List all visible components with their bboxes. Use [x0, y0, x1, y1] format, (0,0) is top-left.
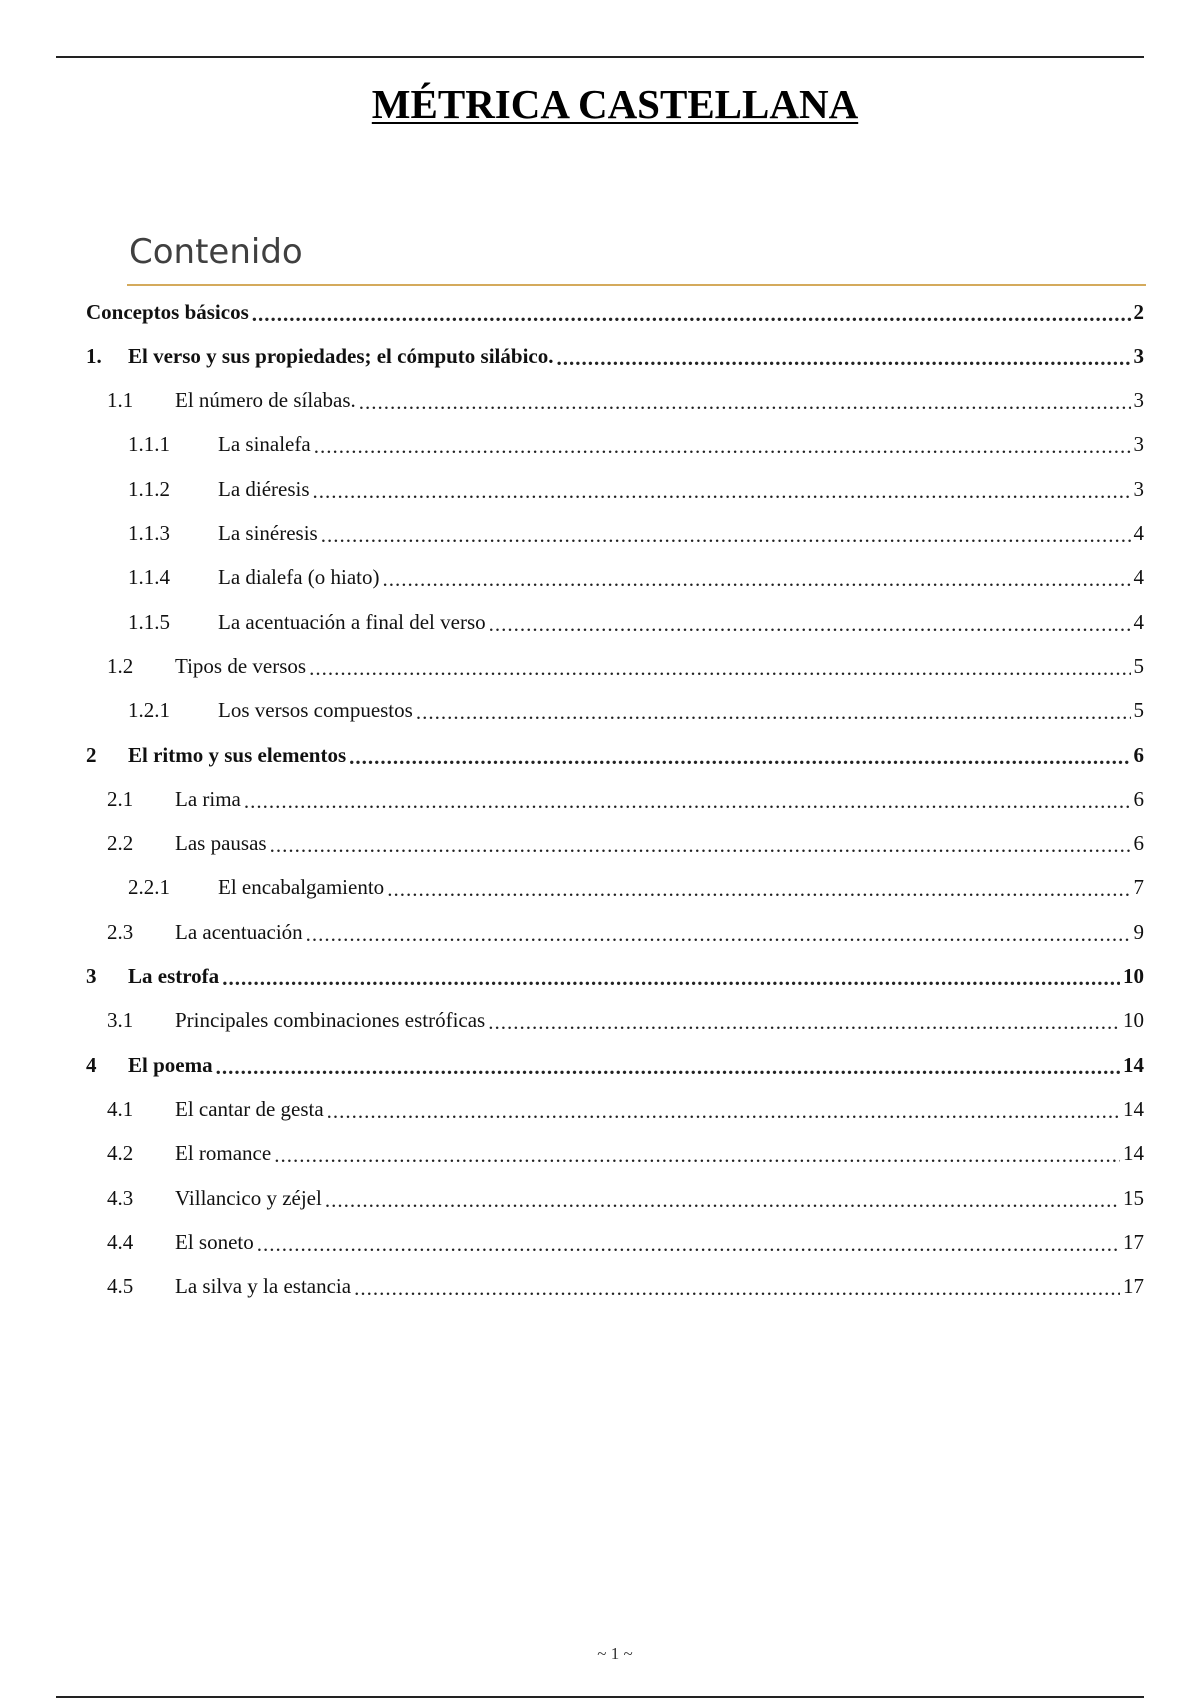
toc-entry-number: 1. [86, 343, 102, 368]
toc-entry-title: La dialefa (o hiato) [218, 565, 380, 590]
toc-heading: Contenido [129, 232, 303, 272]
toc-dot-leader [354, 1276, 1120, 1301]
toc-entry-number: 1.1.2 [128, 476, 170, 501]
toc-entry[interactable] [86, 733, 1144, 777]
toc-entry-title: El ritmo y sus elementos [128, 742, 347, 767]
toc-entry-number: 3 [86, 964, 97, 988]
toc-dot-leader [489, 612, 1131, 637]
toc-entry-page: 10 [1123, 964, 1144, 988]
page-footer: ~ 1 ~ [597, 1644, 633, 1663]
toc-entry[interactable] [86, 955, 1144, 999]
toc-entry-title: La silva y la estancia [175, 1274, 352, 1299]
toc-entry[interactable] [86, 600, 1144, 644]
toc-dot-leader [216, 1055, 1120, 1080]
toc-entry[interactable] [86, 1220, 1144, 1264]
toc-entry-title: La rima [175, 786, 241, 811]
toc-entry-number: 1.1.5 [128, 609, 170, 634]
toc-entry-title: La acentuación [175, 919, 303, 944]
toc-entry[interactable] [86, 556, 1144, 600]
toc-entry[interactable] [86, 1043, 1144, 1087]
toc-entry-page: 3 [1133, 343, 1144, 368]
toc-entry-page: 17 [1123, 1274, 1144, 1299]
toc-entry-number: 2.3 [107, 919, 134, 944]
toc-entry-page: 10 [1123, 1008, 1144, 1033]
toc-entry-number: 1.2.1 [128, 698, 170, 723]
toc-dot-leader [387, 877, 1130, 902]
toc-dot-leader [222, 966, 1120, 991]
toc-dot-leader [244, 789, 1131, 814]
toc-entry-number: 4.2 [107, 1141, 134, 1166]
toc-dot-leader [309, 656, 1130, 681]
toc-entry-number: 4.5 [107, 1274, 134, 1299]
toc-entry[interactable] [86, 1132, 1144, 1176]
toc-dot-leader [313, 479, 1131, 504]
toc-entry-title: Tipos de versos [175, 653, 307, 678]
toc-entry-number: 1.1.3 [128, 521, 170, 545]
toc-entry[interactable] [86, 999, 1144, 1043]
toc-entry-title: Principales combinaciones estróficas [175, 1008, 486, 1033]
toc-entry-title: La diéresis [218, 476, 310, 501]
toc-entry-number: 4.3 [107, 1185, 134, 1210]
toc-entry-number: 4.4 [107, 1229, 134, 1254]
toc-entry-title: El poema [128, 1052, 213, 1077]
toc-entry-number: 2.1 [107, 786, 134, 811]
toc-entry-page: 4 [1133, 565, 1144, 590]
toc-dot-leader [257, 1232, 1120, 1257]
toc-entry[interactable] [86, 290, 1144, 334]
toc-entry-number: 1.2 [107, 653, 134, 678]
toc-entry-number: 2.2 [107, 831, 134, 856]
toc-entry-number: 2.2.1 [128, 875, 170, 900]
document-title: MÉTRICA CASTELLANA [371, 81, 859, 127]
toc-entry-page: 5 [1133, 653, 1144, 678]
toc-entry[interactable] [86, 467, 1144, 511]
toc-entry-page: 6 [1133, 742, 1144, 767]
toc-entry-page: 4 [1133, 609, 1144, 634]
toc-dot-leader [416, 700, 1131, 725]
toc-entry-number: 4 [86, 1052, 97, 1077]
toc-entry-page: 6 [1133, 831, 1144, 856]
toc-entry[interactable] [86, 689, 1144, 733]
toc-dot-leader [488, 1010, 1120, 1035]
toc-entry-title: Conceptos básicos [86, 299, 249, 324]
toc-dot-leader [383, 567, 1131, 592]
toc-entry-page: 14 [1123, 1096, 1144, 1121]
toc-entry-title: Las pausas [175, 831, 267, 856]
toc-entry-page: 7 [1133, 875, 1144, 900]
toc-dot-leader [274, 1143, 1120, 1168]
toc-entry-page: 3 [1133, 432, 1144, 457]
toc-entry-page: 6 [1133, 786, 1144, 811]
toc-entry-title: Los versos compuestos [218, 698, 413, 723]
toc-entry-number: 1.1.1 [128, 432, 170, 457]
toc-dot-leader [270, 833, 1131, 858]
toc-entry[interactable] [86, 1087, 1144, 1131]
toc-entry-title: La acentuación a final del verso [218, 609, 486, 634]
toc-entry-title: El número de sílabas. [175, 388, 356, 413]
top-rule [56, 56, 1144, 58]
bottom-rule [56, 1696, 1144, 1698]
toc-entry-title: El soneto [175, 1229, 254, 1254]
toc-entry[interactable] [86, 334, 1144, 378]
toc-dot-leader [327, 1099, 1120, 1124]
toc-entry-title: La estrofa [128, 964, 220, 988]
toc-entry[interactable] [86, 1176, 1144, 1220]
toc-entry-page: 14 [1123, 1141, 1144, 1166]
toc-dot-leader [556, 346, 1130, 371]
toc-entry-title: El romance [175, 1141, 272, 1166]
toc-dot-leader [314, 434, 1131, 459]
toc-entry-number: 3.1 [107, 1008, 134, 1033]
toc-entry[interactable] [86, 822, 1144, 866]
toc-dot-leader [359, 390, 1131, 415]
toc-entry-page: 9 [1133, 919, 1144, 944]
toc-entry[interactable] [86, 1265, 1144, 1309]
toc-entry-page: 15 [1123, 1185, 1144, 1210]
toc-entry-title: El cantar de gesta [175, 1096, 324, 1121]
toc-entry-page: 17 [1123, 1229, 1144, 1254]
toc-entry-page: 2 [1133, 299, 1144, 324]
toc-entry[interactable] [86, 423, 1144, 467]
toc-entry[interactable] [86, 512, 1144, 556]
toc-dot-leader [306, 922, 1131, 947]
toc-entry-title: Villancico y zéjel [175, 1185, 322, 1210]
toc-entry[interactable] [86, 777, 1144, 821]
toc-entry-page: 3 [1133, 388, 1144, 413]
toc-entry-number: 1.1.4 [128, 565, 170, 590]
toc-entry-page: 14 [1123, 1052, 1144, 1077]
toc-entry-title: El verso y sus propiedades; el cómputo silábico. [128, 343, 554, 368]
toc-heading-rule [127, 284, 1146, 286]
toc-dot-leader [321, 523, 1131, 548]
toc-entry-title: El encabalgamiento [218, 875, 385, 900]
toc-entry-number: 2 [86, 742, 97, 767]
toc-entry-title: La sinéresis [218, 521, 318, 545]
toc-entry[interactable] [86, 379, 1144, 423]
toc-entry[interactable] [86, 644, 1144, 688]
toc-entry[interactable] [86, 866, 1144, 910]
toc-entry-number: 1.1 [107, 388, 134, 413]
toc-dot-leader [325, 1188, 1120, 1213]
toc-dot-leader [252, 302, 1131, 327]
toc-entry-number: 4.1 [107, 1096, 134, 1121]
toc-entry-page: 3 [1133, 476, 1144, 501]
toc-entry-page: 5 [1133, 698, 1144, 723]
toc-entry-page: 4 [1133, 521, 1144, 545]
toc-entry-title: La sinalefa [218, 432, 311, 457]
toc-dot-leader [349, 745, 1130, 770]
toc-entry[interactable] [86, 910, 1144, 954]
